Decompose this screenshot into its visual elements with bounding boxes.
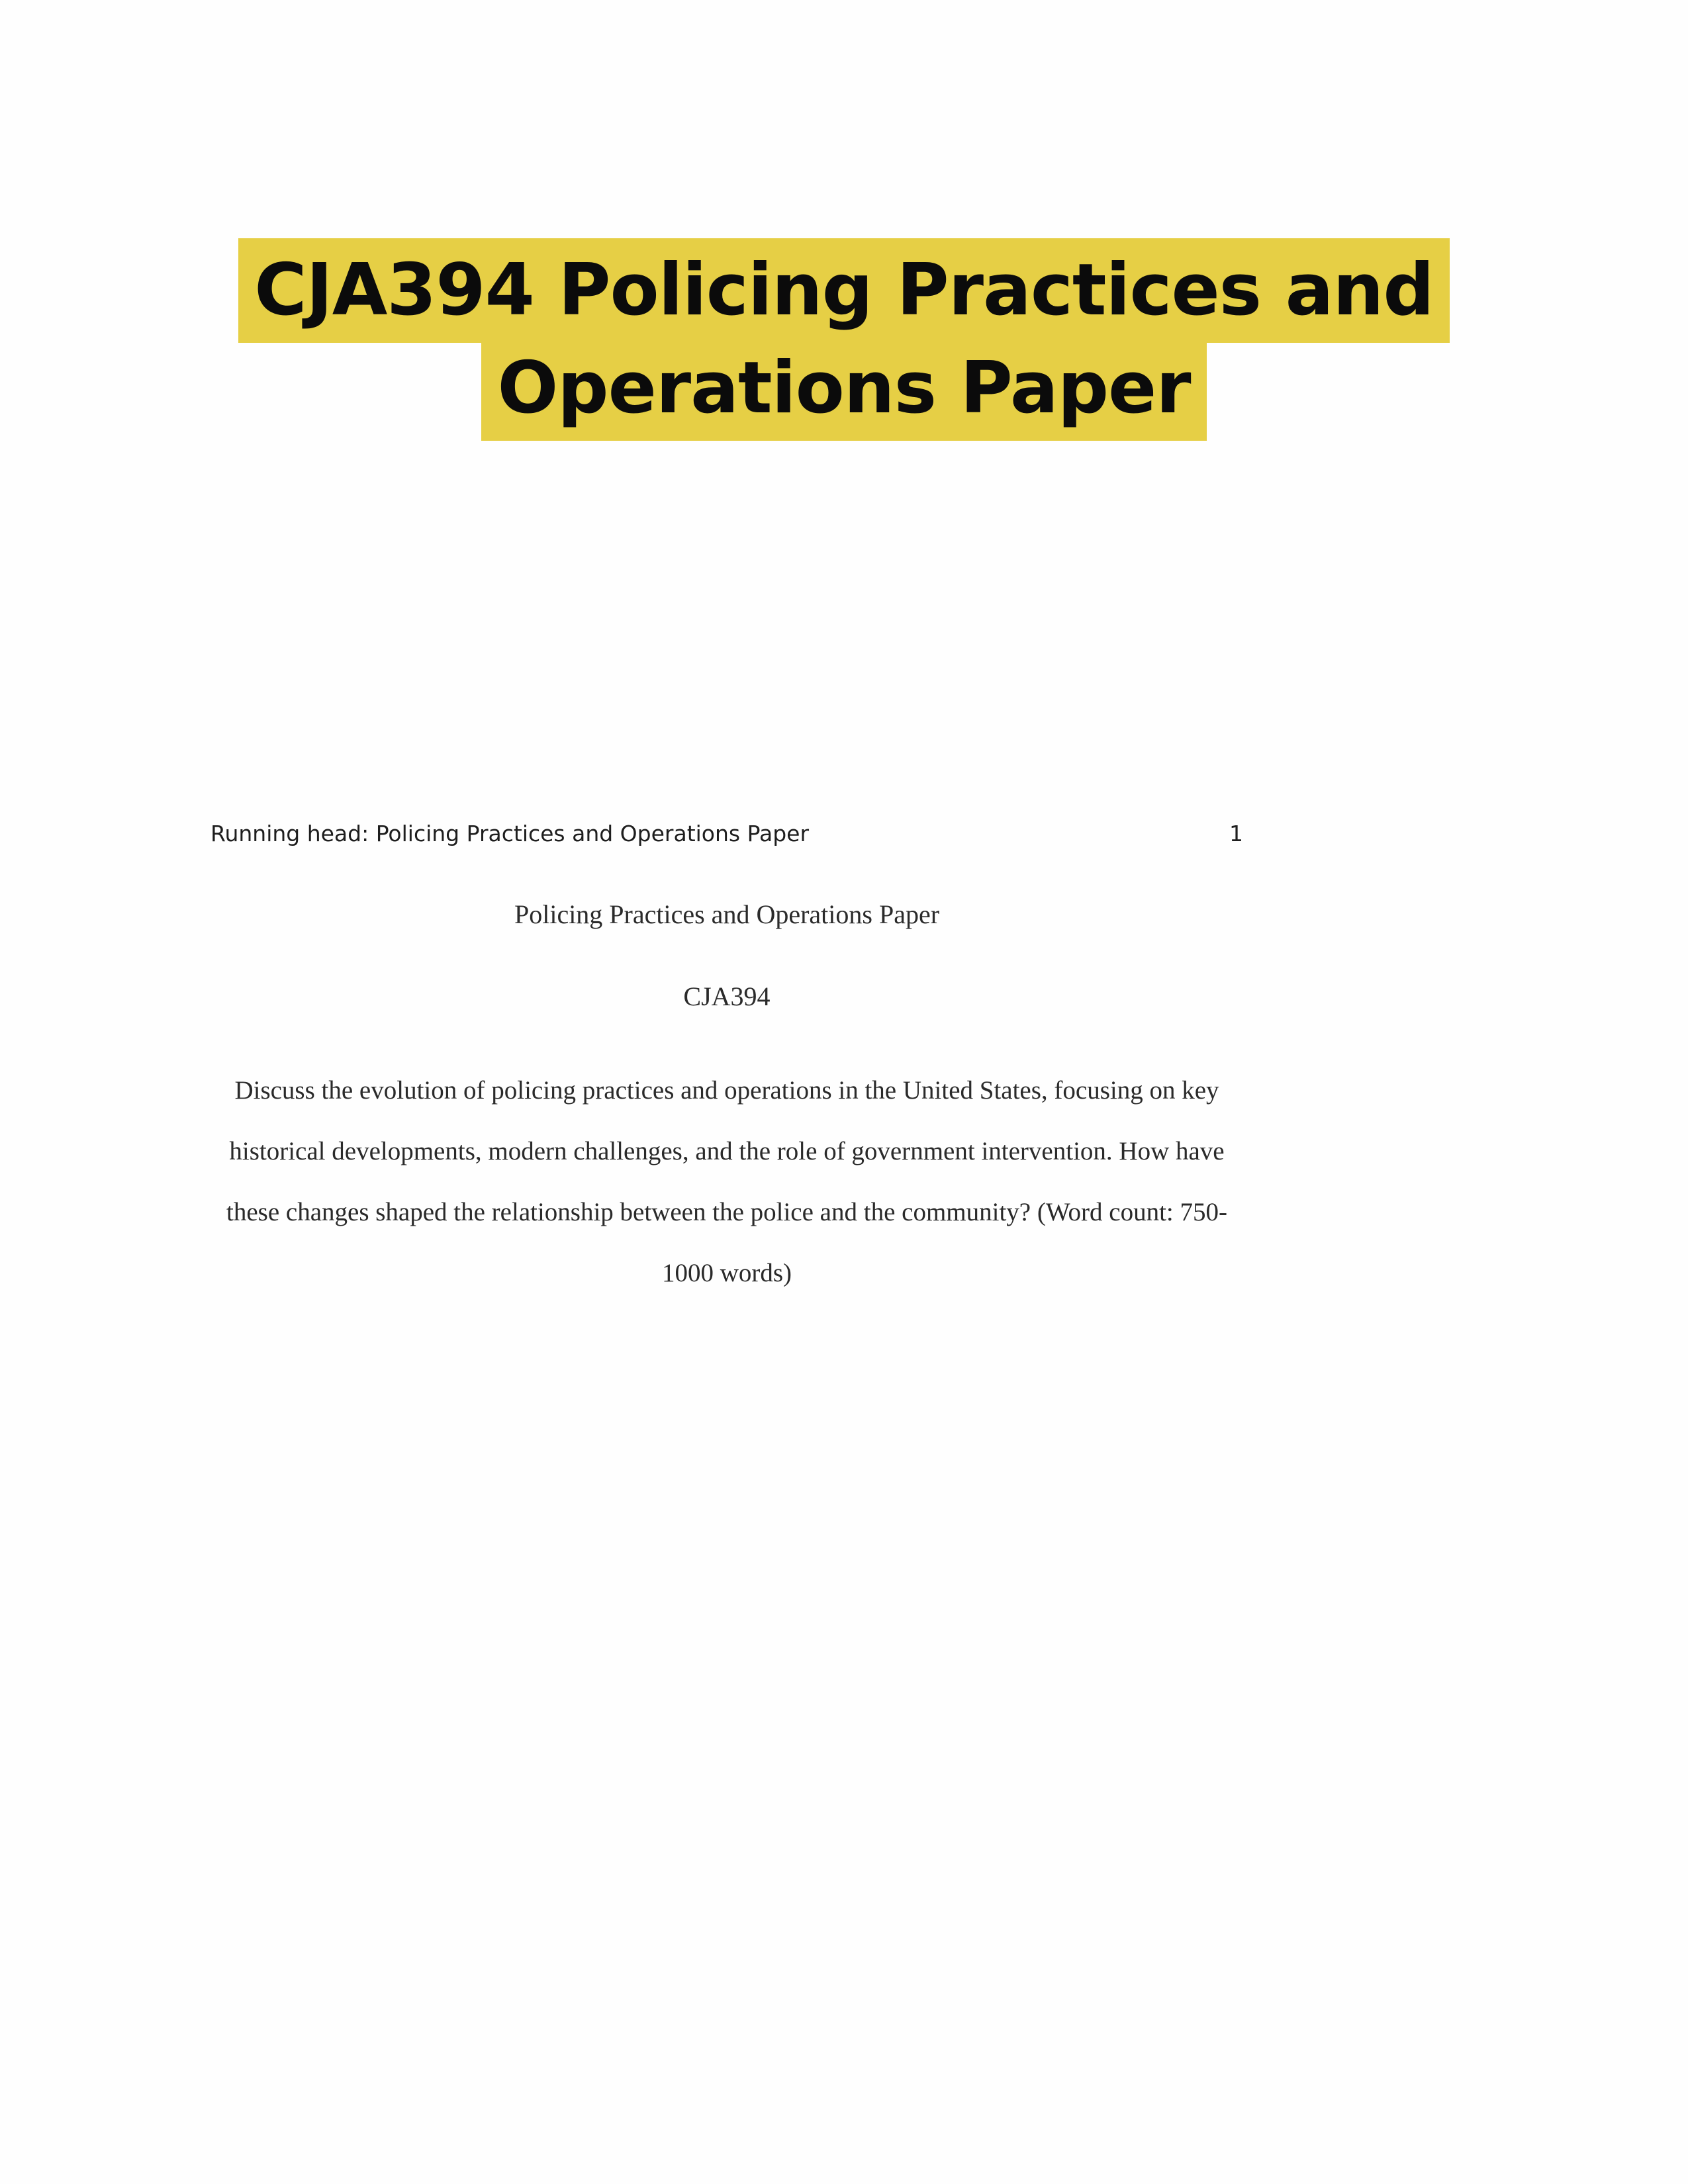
page-number: 1 [1229,821,1243,846]
headline-line-1: CJA394 Policing Practices and [238,238,1449,343]
document-page-snippet [211,821,1243,1310]
prompt-line: these changes shaped the relationship between the police and the community? (Word count: 750- [226,1198,1227,1226]
document-title: Policing Practices and Operations Paper [514,899,940,929]
course-code: CJA394 [683,981,771,1011]
headline-line-2: Operations Paper [481,336,1206,441]
running-head: Running head: Policing Practices and Operations Paper [211,821,810,846]
prompt-line: historical developments, modern challenges, and the role of government intervention. How have [229,1137,1225,1165]
assignment-prompt [211,1060,1243,1304]
highlighted-headline [0,238,1688,441]
prompt-line: 1000 words) [661,1259,792,1287]
prompt-line: Discuss the evolution of policing practices and operations in the United States, focusing on key [234,1076,1219,1105]
